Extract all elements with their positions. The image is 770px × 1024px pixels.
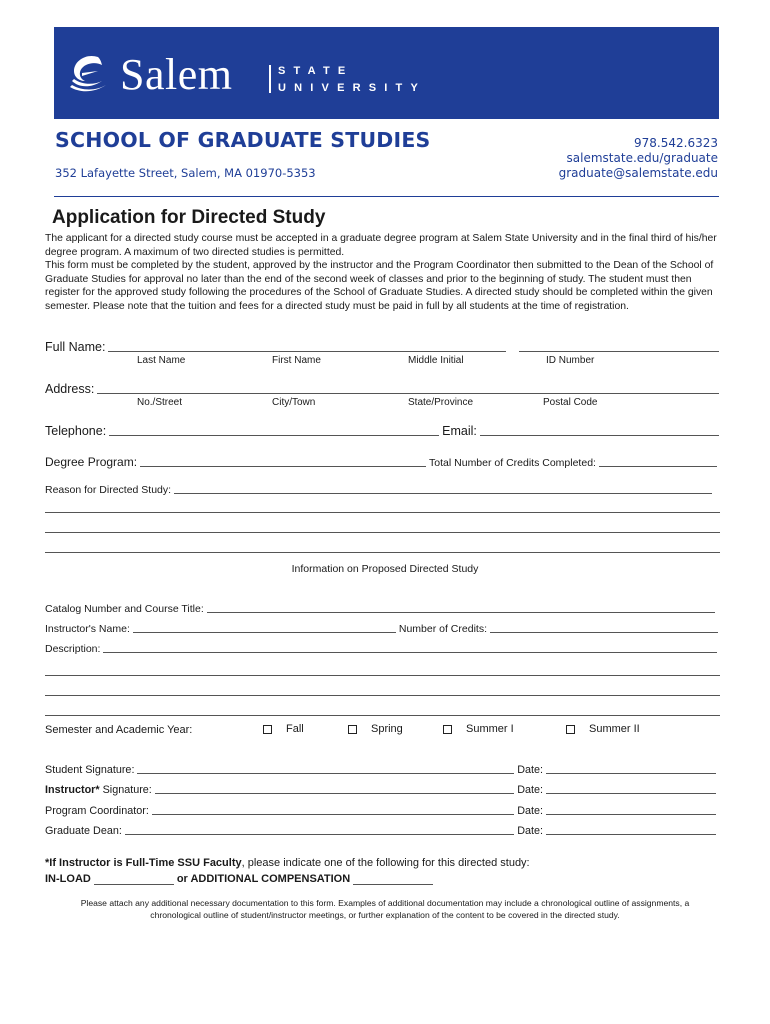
student-date-field[interactable] bbox=[546, 764, 716, 774]
telephone-field[interactable] bbox=[109, 426, 439, 436]
intro-text bbox=[45, 232, 725, 314]
instructor-date-field[interactable] bbox=[546, 784, 716, 794]
contact-phone: 978.542.6323 bbox=[634, 136, 718, 150]
coordinator-label: Program Coordinator: bbox=[45, 805, 149, 817]
header-divider bbox=[54, 196, 719, 197]
inload-field[interactable] bbox=[94, 875, 174, 885]
student-signature-label: Student Signature: bbox=[45, 764, 135, 776]
summer-1-checkbox[interactable] bbox=[443, 725, 452, 734]
coordinator-signature-field[interactable] bbox=[152, 805, 514, 815]
contact-email[interactable]: graduate@salemstate.edu bbox=[558, 166, 718, 180]
credits-field[interactable] bbox=[490, 623, 718, 633]
student-date-label: Date: bbox=[517, 764, 543, 776]
last-name-sublabel: Last Name bbox=[137, 355, 186, 366]
telephone-label: Telephone: bbox=[45, 424, 107, 438]
instructor-credits-row bbox=[45, 623, 721, 635]
reason-row bbox=[45, 484, 715, 496]
logo-university-text: UNIVERSITY bbox=[278, 82, 427, 94]
dean-signature-field[interactable] bbox=[125, 825, 514, 835]
description-label: Description: bbox=[45, 643, 101, 655]
city-sublabel: City/Town bbox=[272, 397, 316, 408]
instructor-signature-suffix: Signature: bbox=[99, 784, 152, 796]
description-line-2[interactable] bbox=[45, 675, 720, 676]
address-field[interactable] bbox=[97, 384, 719, 394]
description-line-3[interactable] bbox=[45, 695, 720, 696]
logo-state-text: STATE bbox=[278, 65, 354, 77]
address-label: Address: bbox=[45, 382, 95, 396]
semester-option-summer-2[interactable] bbox=[566, 723, 640, 735]
catalog-field[interactable] bbox=[207, 603, 715, 613]
id-number-field[interactable] bbox=[519, 342, 719, 352]
semester-row bbox=[45, 723, 725, 739]
credits-completed-field[interactable] bbox=[599, 457, 717, 467]
footnote-line-1 bbox=[45, 855, 530, 871]
spring-label: Spring bbox=[371, 723, 403, 735]
contact-website[interactable]: salemstate.edu/graduate bbox=[566, 151, 718, 165]
inload-label: IN-LOAD bbox=[45, 873, 91, 885]
catalog-label: Catalog Number and Course Title: bbox=[45, 603, 204, 615]
semester-option-summer-1[interactable] bbox=[443, 723, 514, 735]
additional-compensation-field[interactable] bbox=[353, 875, 433, 885]
salem-bird-logo-icon bbox=[68, 51, 108, 95]
intro-paragraph-1: The applicant for a directed study course must be accepted in a graduate degree program at Salem State University and in the final third of his/her degree program. A maximum of two directed studies is permitted. bbox=[45, 233, 717, 258]
credits-label: Number of Credits: bbox=[398, 623, 487, 635]
instructor-signature-field[interactable] bbox=[155, 784, 514, 794]
degree-program-field[interactable] bbox=[140, 457, 426, 467]
summer-2-checkbox[interactable] bbox=[566, 725, 575, 734]
dean-date-label: Date: bbox=[517, 825, 543, 837]
description-line-4[interactable] bbox=[45, 715, 720, 716]
reason-field[interactable] bbox=[174, 484, 712, 494]
coordinator-date-label: Date: bbox=[517, 805, 543, 817]
state-sublabel: State/Province bbox=[408, 397, 474, 408]
form-title: Application for Directed Study bbox=[52, 207, 326, 228]
footnote-line-2 bbox=[45, 871, 530, 887]
email-label: Email: bbox=[442, 424, 477, 438]
catalog-row bbox=[45, 603, 718, 615]
semester-label: Semester and Academic Year: bbox=[45, 724, 193, 736]
instructor-footnote bbox=[45, 855, 530, 887]
intro-paragraph-2: This form must be completed by the student, approved by the instructor and the Program Coordinator then submitted to the Dean of the School of Graduate Studies for approval no later than the end of the second week of classes and prior to the beginning of study. The student must then register for the approved study following the procedures of the School of Graduate Studies. A directed study should be completed within the given semester. Please note that the tuition and fees for a directed study must be paid in full by all students at the time of registration. bbox=[45, 260, 714, 312]
full-name-label: Full Name: bbox=[45, 340, 106, 354]
summer-1-label: Summer I bbox=[466, 723, 514, 735]
reason-label: Reason for Directed Study: bbox=[45, 484, 172, 496]
instructor-date-label: Date: bbox=[517, 784, 543, 796]
address-row bbox=[45, 382, 722, 396]
postal-code-sublabel: Postal Code bbox=[543, 397, 598, 408]
coordinator-date-field[interactable] bbox=[546, 805, 716, 815]
student-signature-row bbox=[45, 764, 719, 776]
dean-label: Graduate Dean: bbox=[45, 825, 122, 837]
student-signature-field[interactable] bbox=[137, 764, 514, 774]
dean-signature-row bbox=[45, 825, 719, 837]
middle-initial-sublabel: Middle Initial bbox=[408, 355, 464, 366]
first-name-sublabel: First Name bbox=[272, 355, 321, 366]
summer-2-label: Summer II bbox=[589, 723, 640, 735]
description-field[interactable] bbox=[103, 643, 717, 653]
description-row bbox=[45, 643, 720, 655]
instructor-signature-label bbox=[45, 784, 152, 796]
semester-option-spring[interactable] bbox=[348, 723, 403, 735]
instructor-name-label: Instructor's Name: bbox=[45, 623, 130, 635]
coordinator-signature-row bbox=[45, 805, 719, 817]
degree-row bbox=[45, 455, 720, 469]
dean-date-field[interactable] bbox=[546, 825, 716, 835]
footnote-bold: *If Instructor is Full-Time SSU Faculty bbox=[45, 857, 242, 869]
spring-checkbox[interactable] bbox=[348, 725, 357, 734]
logo-divider bbox=[269, 65, 271, 93]
section-heading: Information on Proposed Directed Study bbox=[291, 563, 479, 575]
additional-compensation-label: or ADDITIONAL COMPENSATION bbox=[176, 873, 351, 885]
reason-line-2[interactable] bbox=[45, 512, 720, 513]
degree-program-label: Degree Program: bbox=[45, 455, 138, 469]
email-field[interactable] bbox=[480, 426, 719, 436]
telephone-email-row bbox=[45, 424, 722, 438]
school-address: 352 Lafayette Street, Salem, MA 01970-5353 bbox=[55, 166, 316, 180]
reason-line-4[interactable] bbox=[45, 552, 720, 553]
credits-completed-label: Total Number of Credits Completed: bbox=[429, 457, 596, 469]
street-sublabel: No./Street bbox=[137, 397, 183, 408]
fall-label: Fall bbox=[286, 723, 304, 735]
logo-wordmark: Salem bbox=[120, 50, 233, 99]
attachment-note: Please attach any additional necessary documentation to this form. Examples of additional documentation may include a chronological outline of assignments, a chronological outline of student/instructor meetings, or further explanation of the content to be covered in the directed study. bbox=[80, 898, 690, 920]
footnote-text: , please indicate one of the following for this directed study: bbox=[241, 857, 530, 869]
full-name-row bbox=[45, 340, 722, 354]
school-title: SCHOOL OF GRADUATE STUDIES bbox=[55, 128, 431, 152]
university-banner bbox=[54, 27, 719, 119]
full-name-field[interactable] bbox=[108, 342, 506, 352]
id-number-sublabel: ID Number bbox=[546, 355, 595, 366]
instructor-signature-row bbox=[45, 784, 719, 796]
reason-line-3[interactable] bbox=[45, 532, 720, 533]
instructor-name-field[interactable] bbox=[133, 623, 396, 633]
fall-checkbox[interactable] bbox=[263, 725, 272, 734]
instructor-bold-label: Instructor* bbox=[45, 784, 100, 796]
semester-option-fall[interactable] bbox=[263, 723, 304, 735]
